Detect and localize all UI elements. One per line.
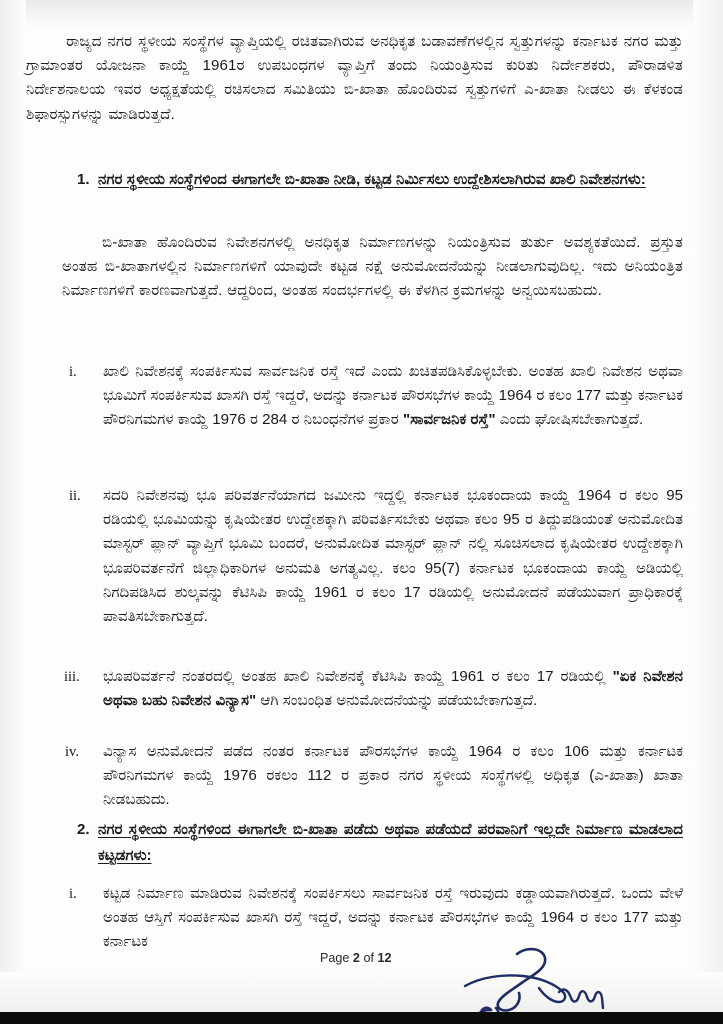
list-item-1-ii [103, 484, 683, 629]
list-item-text-before: ಭೂಪರಿವರ್ತನೆ ನಂತರದಲ್ಲಿ ಅಂತಹ ಖಾಲಿ ನಿವೇಶನಕ್ಕೆ ಕೆಟಿಸಿಪಿ ಕಾಯ್ದೆ 1961 ರ ಕಲಂ 17 ರಡಿಯಲ್ಲಿ [103, 668, 613, 685]
footer-page-total: 12 [377, 951, 392, 965]
list-item-2-i [103, 882, 683, 955]
list-item-text-after: ಎಂದು ಘೋಷಿಸಬೇಕಾಗುತ್ತದೆ. [495, 411, 644, 429]
list-item-text-before: ಸದರಿ ನಿವೇಶನವು ಭೂ ಪರಿವರ್ತನೆಯಾಗದ ಜಮೀನು ಇದ್ದಲ್ಲಿ ಕರ್ನಾಟಕ ಭೂಕಂದಾಯ ಕಾಯ್ದೆ 1964 ರ ಕಲಂ 95 ರಡಿಯಲ್ಲಿ ಭೂಮಿಯನ್ನು ಕೃಷಿಯೇತರ ಉದ್ದೇಶಕ್ಕಾಗಿ ಪರಿವರ್ತಿಸಬೇಕು ಅಥವಾ ಕಲಂ 95 ರ ತಿದ್ದುಪಡಿಯಂತೆ ಅನುಮೋದಿತ ಮಾಸ್ಟರ್ ಪ್ಲಾನ್ ವ್ಯಾಪ್ತಿಗೆ ಭೂಮಿ ಬಂದರೆ, ಅನುಮೋದಿತ ಮಾಸ್ಟರ್ ಪ್ಲಾನ್ ನಲ್ಲಿ ಸೂಚಿಸಲಾದ ಕೃಷಿಯೇತರ ಉದ್ದೇಶಕ್ಕಾಗಿ ಭೂಪರಿವರ್ತನೆಗೆ ಜಿಲ್ಲಾಧಿಕಾರಿಗಳ ಅನುಮತಿ ಅಗತ್ಯವಿಲ್ಲ. ಕಲಂ 95(7) ಕರ್ನಾಟಕ ಭೂಕಂದಾಯ ಕಾಯ್ದೆ ಅಡಿಯಲ್ಲಿ ನಿಗದಿಪಡಿಸಿದ ಶುಲ್ಕವನ್ನು ಕೆಟಿಸಿಪಿ ಕಾಯ್ದೆ 1961 ರ ಕಲಂ 17 ರಡಿಯಲ್ಲಿ ಅನುಮೋದನೆ ಪಡೆಯುವಾಗ ಪ್ರಾಧಿಕಾರಕ್ಕೆ ಪಾವತಿಸಬೇಕಾಗುತ್ತದೆ. [103, 487, 683, 626]
list-item-text-after: ಆಗಿ ಸಂಬಂಧಿತ ಅನುಮೋದನೆಯನ್ನು ಪಡೆಯಬೇಕಾಗುತ್ತದೆ. [256, 692, 538, 710]
list-item-text-before: ವಿನ್ಯಾಸ ಅನುಮೋದನೆ ಪಡೆದ ನಂತರ ಕರ್ನಾಟಕ ಪೌರಸಭೆಗಳ ಕಾಯ್ದೆ 1964 ರ ಕಲಂ 106 ಮತ್ತು ಕರ್ನಾಟಕ ಪೌರನಿಗಮಗಳ ಕಾಯ್ದೆ 1976 ರಕಲಂ 112 ರ ಪ್ರಕಾರ ನಗರ ಸ್ಥಳೀಯ ಸಂಸ್ಥೆಗಳಲ್ಲಿ ಅಧಿಕೃತ (ಎ-ಖಾತಾ) ಖಾತಾ ನೀಡಬಹುದು. [103, 743, 683, 809]
intro-paragraph [26, 30, 683, 127]
list-item-1-iii [103, 665, 683, 713]
list-marker-1-i: i. [69, 364, 77, 380]
list-item-text-before: ಕಟ್ಟಡ ನಿರ್ಮಾಣ ಮಾಡಿರುವ ನಿವೇಶನಕ್ಕೆ ಸಂಪರ್ಕಿಸಲು ಸಾರ್ವಜನಿಕ ರಸ್ತೆ ಇರುವುದು ಕಡ್ಡಾಯವಾಗಿರುತ್ತದೆ. ಒಂದು ವೇಳೆ ಅಂತಹ ಆಸ್ತಿಗೆ ಸಂಪರ್ಕಿಸುವ ಖಾಸಗಿ ರಸ್ತೆ ಇದ್ದರೆ, ಅದನ್ನು ಕರ್ನಾಟಕ ಪೌರಸಭೆಗಳ ಕಾಯ್ದೆ 1964 ರ ಕಲಂ 177 ಮತ್ತು ಕರ್ನಾಟಕ [103, 885, 683, 951]
list-marker-1-iv: iv. [65, 744, 79, 760]
section-1-heading [98, 167, 683, 193]
section-1-heading-text: ನಗರ ಸ್ಥಳೀಯ ಸಂಸ್ಥೆಗಳಿಂದ ಈಗಾಗಲೇ ಬಿ-ಖಾತಾ ನೀಡಿ, ಕಟ್ಟಡ ನಿರ್ಮಿಸಲು ಉದ್ದೇಶಿಸಲಾಗಿರುವ ಖಾಲಿ ನಿವೇಶನಗಳು: [98, 171, 646, 188]
footer-middle: of [363, 951, 374, 965]
intro-paragraph-text: ರಾಜ್ಯದ ನಗರ ಸ್ಥಳೀಯ ಸಂಸ್ಥೆಗಳ ವ್ಯಾಪ್ತಿಯಲ್ಲಿ ರಚಿತವಾಗಿರುವ ಅನಧಿಕೃತ ಬಡಾವಣೆಗಳಲ್ಲಿನ ಸ್ವತ್ತುಗಳನ್ನು ಕರ್ನಾಟಕ ನಗರ ಮತ್ತು ಗ್ರಾಮಾಂತರ ಯೋಜನಾ ಕಾಯ್ದೆ 1961ರ ಉಪಬಂಧಗಳ ವ್ಯಾಪ್ತಿಗೆ ತಂದು ನಿಯಂತ್ರಿಸುವ ಕುರಿತು ನಿರ್ದೇಶಕರು, ಪೌರಾಡಳಿತ ನಿರ್ದೇಶನಾಲಯ ಇವರ ಅಧ್ಯಕ್ಷತೆಯಲ್ಲಿ ರಚಿಸಲಾದ ಸಮಿತಿಯು ಬಿ-ಖಾತಾ ಹೊಂದಿರುವ ಸ್ವತ್ತುಗಳಿಗೆ ಎ-ಖಾತಾ ನೀಡಲು ಈ ಕೆಳಕಂಡ ಶಿಫಾರಸ್ಸುಗಳನ್ನು ಮಾಡಿರುತ್ತದೆ. [26, 33, 683, 123]
scan-shadow-right [693, 0, 723, 1012]
section-1-intro-text: ಬಿ-ಖಾತಾ ಹೊಂದಿರುವ ನಿವೇಶನಗಳಲ್ಲಿ ಅನಧಿಕೃತ ನಿರ್ಮಾಣಗಳನ್ನು ನಿಯಂತ್ರಿಸುವ ತುರ್ತು ಅವಶ್ಯಕತೆಯಿದೆ. ಪ್ರಸ್ತುತ ಅಂತಹ ಬಿ-ಖಾತಾಗಳಲ್ಲಿನ ನಿರ್ಮಾಣಗಳಿಗೆ ಯಾವುದೇ ಕಟ್ಟಡ ನಕ್ಷೆ ಅನುಮೋದನೆಯನ್ನು ನೀಡಲಾಗುವುದಿಲ್ಲ. ಇದು ಅನಿಯಂತ್ರಿತ ನಿರ್ಮಾಣಗಳಿಗೆ ಕಾರಣವಾಗುತ್ತದೆ. ಆದ್ದರಿಂದ, ಅಂತಹ ಸಂದರ್ಭಗಳಲ್ಲಿ ಈ ಕೆಳಗಿನ ಕ್ರಮಗಳನ್ನು ಅನ್ವಯಿಸಬಹುದು. [62, 234, 683, 300]
list-marker-2-i: i. [69, 886, 77, 902]
list-item-1-iv [103, 740, 683, 813]
scan-shadow-left [0, 0, 26, 1012]
scan-bottom-band [0, 1012, 723, 1024]
section-2-number: 2. [77, 821, 90, 838]
section-1-intro-paragraph [62, 231, 683, 304]
list-item-1-i [103, 360, 683, 433]
list-marker-1-ii: ii. [69, 488, 81, 504]
scan-shadow-top [0, 0, 723, 30]
list-marker-1-iii: iii. [64, 669, 80, 685]
section-2-heading [98, 817, 683, 869]
section-2-heading-text: ನಗರ ಸ್ಥಳೀಯ ಸಂಸ್ಥೆಗಳಿಂದ ಈಗಾಗಲೇ ಬಿ-ಖಾತಾ ಪಡೆದು ಅಥವಾ ಪಡೆಯದೆ ಪರವಾನಿಗೆ ಇಲ್ಲದೇ ನಿರ್ಮಾಣ ಮಾಡಲಾದ ಕಟ್ಟಡಗಳು: [98, 821, 683, 864]
footer-prefix: Page [320, 951, 350, 965]
list-item-text-before: ಖಾಲಿ ನಿವೇಶನಕ್ಕೆ ಸಂಪರ್ಕಿಸುವ ಸಾರ್ವಜನಿಕ ರಸ್ತೆ ಇದೆ ಎಂದು ಖಚಿತಪಡಿಸಿಕೊಳ್ಳಬೇಕು. ಅಂತಹ ಖಾಲಿ ನಿವೇಶನ ಅಥವಾ ಭೂಮಿಗೆ ಸಂಪರ್ಕಿಸುವ ಖಾಸಗಿ ರಸ್ತೆ ಇದ್ದರೆ, ಅದನ್ನು ಕರ್ನಾಟಕ ಪೌರಸಭೆಗಳ ಕಾಯ್ದೆ 1964 ರ ಕಲಂ 177 ಮತ್ತು ಕರ್ನಾಟಕ ಪೌರನಿಗಮಗಳ ಕಾಯ್ದೆ 1976 ರ 284 ರ ನಿಬಂಧನೆಗಳ ಪ್ರಕಾರ [103, 363, 683, 429]
section-1-number: 1. [77, 171, 90, 188]
list-item-bold-term: "ಸಾರ್ವಜನಿಕ ರಸ್ತೆ" [402, 411, 496, 429]
footer-page-number: 2 [352, 951, 360, 965]
page-footer [320, 951, 391, 965]
list-item-bold-term: "ಏಕ ನಿವೇಶನ ಅಥವಾ ಬಹು ನಿವೇಶನ ವಿನ್ಯಾಸ" [103, 668, 683, 710]
